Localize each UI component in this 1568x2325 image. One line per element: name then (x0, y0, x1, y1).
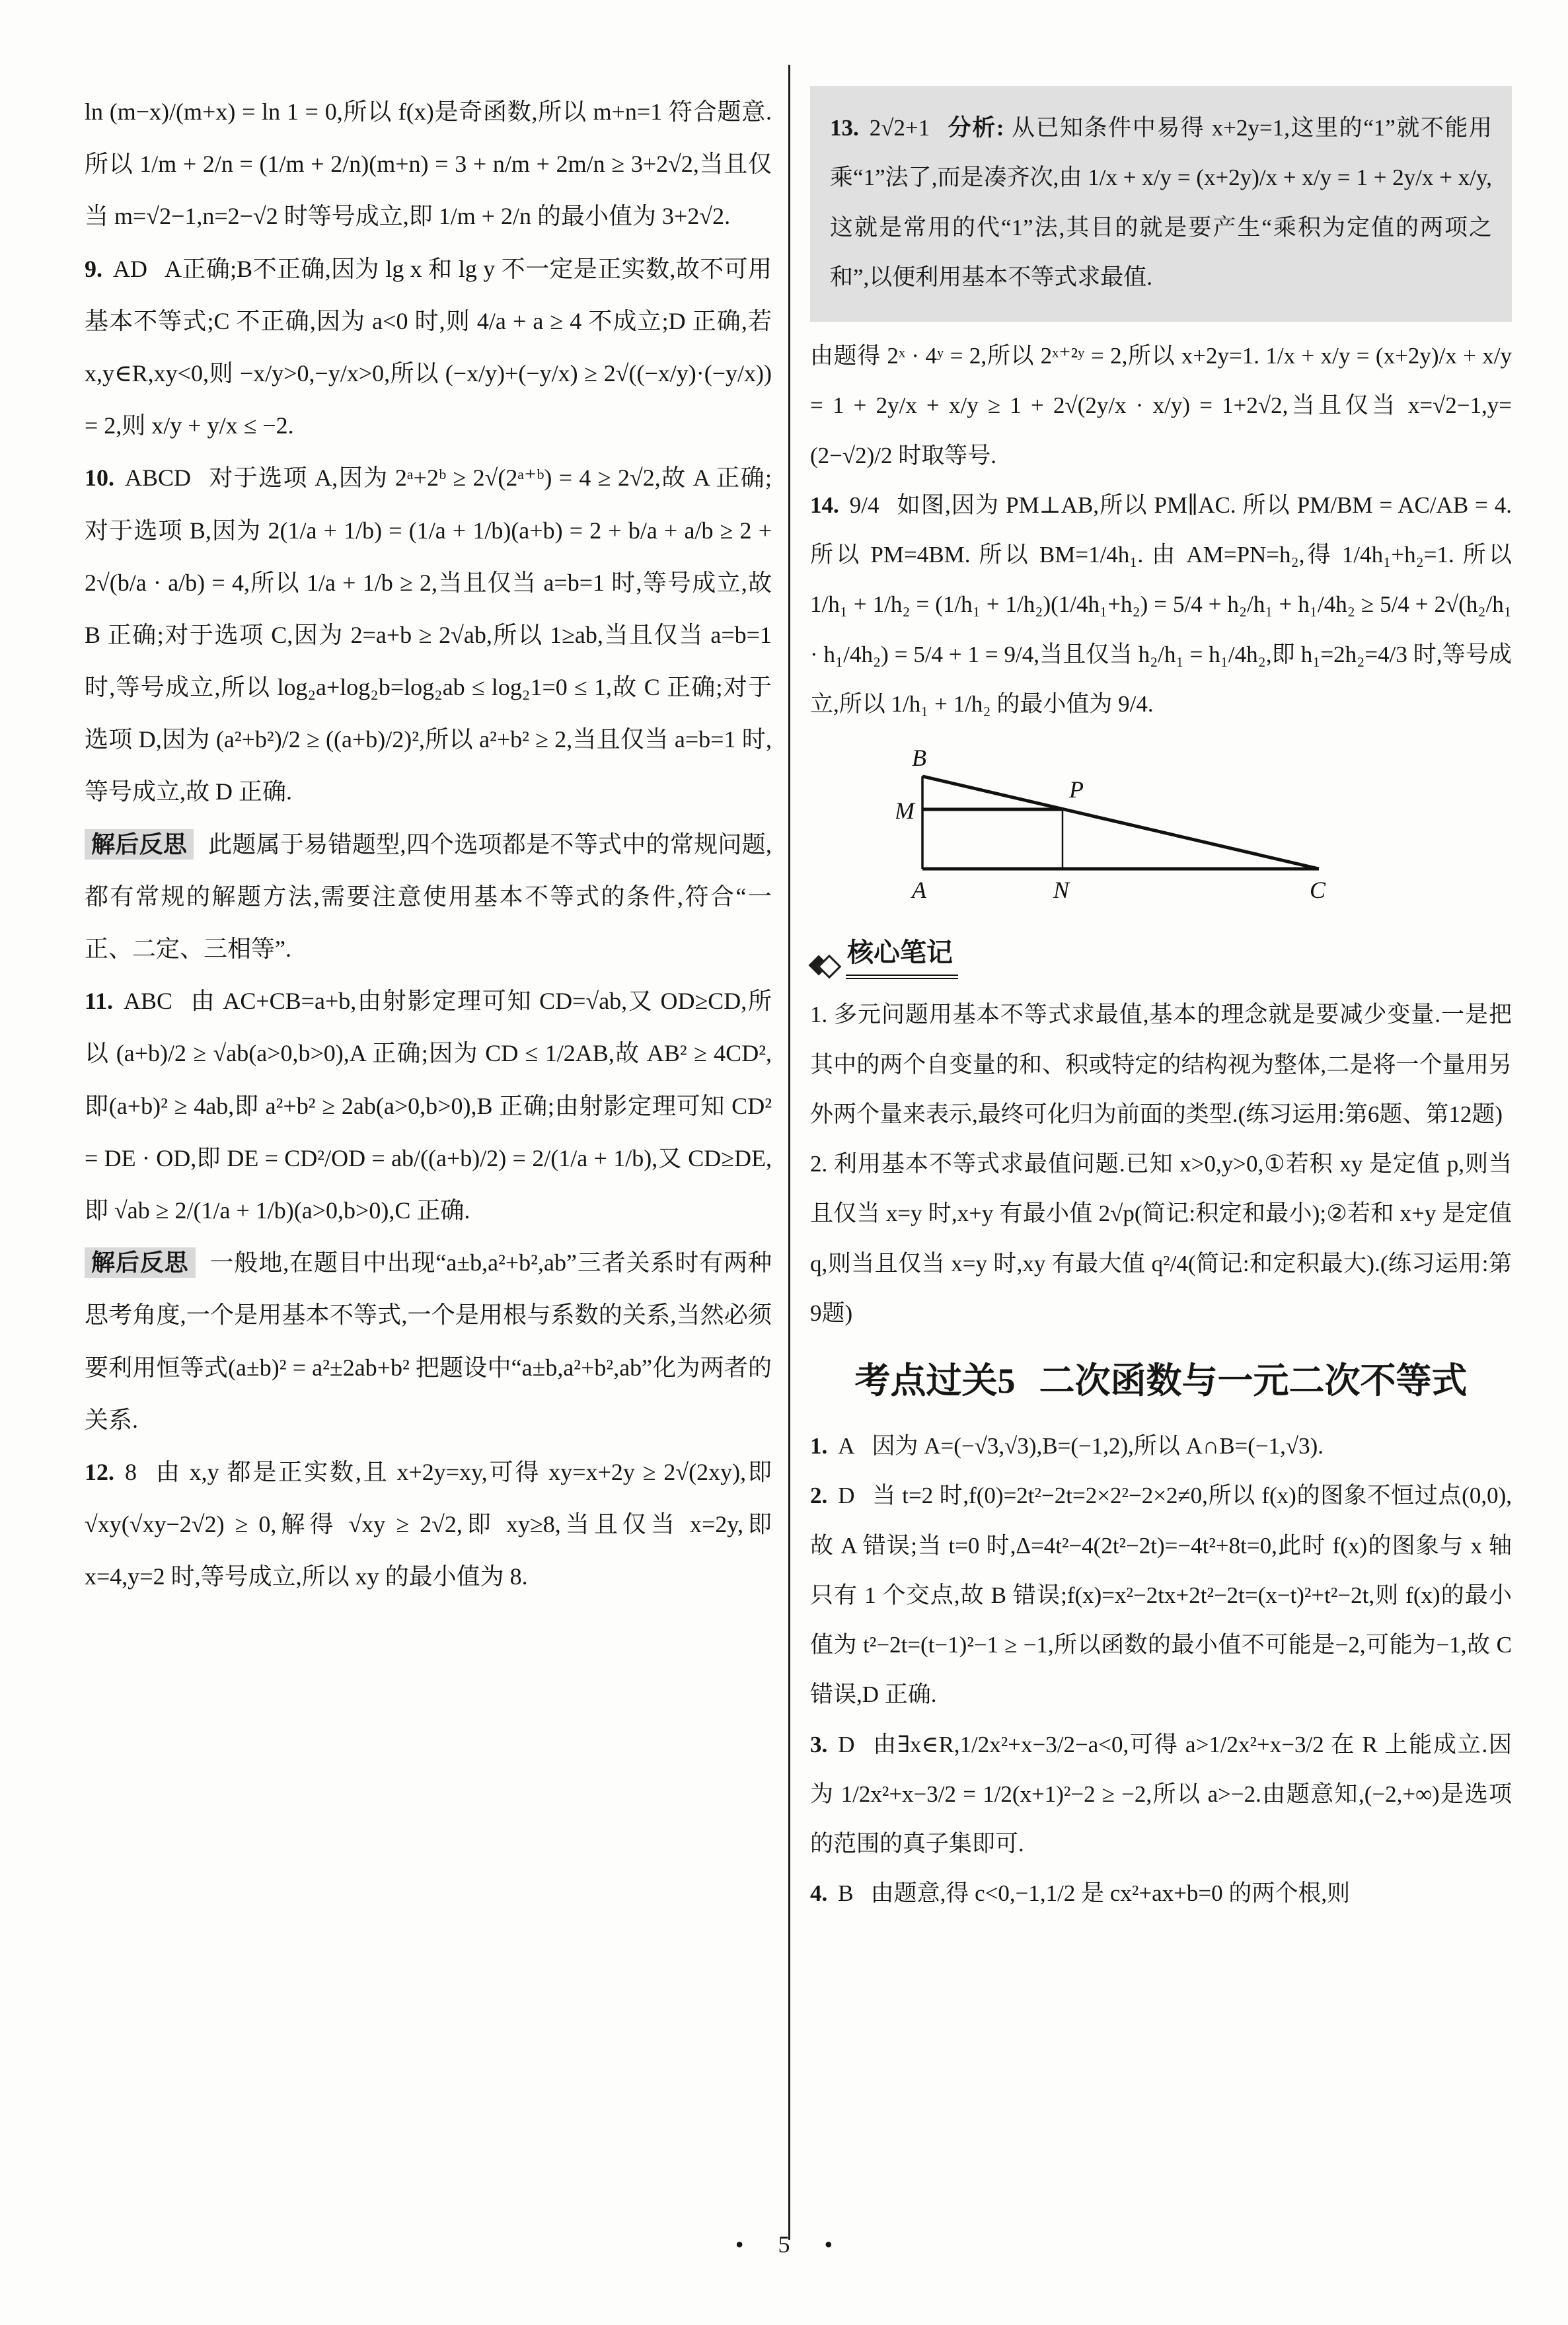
item-solution-text: 由题意,得 c<0,−1,1/2 是 cx²+ax+b=0 的两个根,则 (870, 1880, 1351, 1907)
answer-item-12 (85, 1446, 772, 1604)
item-solution-text: 如图,因为 PM⊥AB,所以 PM∥AC. 所以 PM/BM = AC/AB = 4. 所以 PM=4BM. 所以 BM=1/4h₁. 由 AM=PN=h₂,得 1/4h₁+h₂=1. 所以 1/h₁ + 1/h₂ = (1/h₁ + 1/h₂)(1/4h₁+h₂) = 5/4 + h₂/h₁ + h₁/4h₂ ≥ 5/4 + 2√(h₂/h₁ · h₁/4h₂) = 5/4 + 1 = 9/4,当且仅当 h₂/h₁ = h₁/4h₂,即 h₁=2h₂=4/3 时,等号成立,所以 1/h₁ + 1/h₂ 的最小值为 9/4. (810, 492, 1512, 717)
item-number: 2. (810, 1483, 828, 1509)
core-notes-header (810, 936, 1512, 979)
item-number: 13. (830, 115, 859, 141)
reflection-note (85, 1237, 772, 1446)
answer-item-14 (810, 480, 1512, 729)
reflection-note (85, 819, 772, 976)
item-answer: 2√2+1 (869, 115, 930, 141)
item-answer: 8 (125, 1458, 137, 1485)
analysis-label: 分析: (947, 115, 1004, 141)
geometry-figure (896, 743, 1512, 926)
page-number: 5 (778, 2231, 790, 2258)
core-note-1: 1. 多元问题用基本不等式求最值,基本的理念就是要减少变量.一是把其中的两个自变量的和、积或特定的结构视为整体,二是将一个量用另外两个量来表示,最终可化归为前面的类型.(练习运用:第6题、第12题) (810, 1002, 1512, 1127)
item-solution-text: 当 t=2 时,f(0)=2t²−2t=2×2²−2×2≠0,所以 f(x)的图象不恒过点(0,0),故 A 错误;当 t=0 时,Δ=4t²−4(2t²−2t)=−4t²+8t=0,此时 f(x)的图象与 x 轴只有 1 个交点,故 B 错误;f(x)=x²−2tx+2t²−2t=(x−t)²+t²−2t,则 f(x)的最小值为 t²−2t=(t−1)²−1 ≥ −1,所以函数的最小值不可能是−2,可能为−1,故 C 错误,D 正确. (810, 1483, 1512, 1708)
item-number: 9. (85, 255, 102, 282)
figure-label-m: M (896, 797, 915, 824)
footer-dot-right: • (824, 2231, 833, 2258)
figure-label-p: P (1069, 776, 1084, 803)
answer-item-10 (85, 452, 772, 818)
analysis-text: 从已知条件中易得 x+2y=1,这里的“1”就不能用乘“1”法了,而是凑齐次,由 1/x + x/y = (x+2y)/x + x/y = 1 + 2y/x + x/y,这就是常用的代“1”法,其目的就是要产生“乘积为定值的两项之和”,以便利用基本不等式求最值. (830, 115, 1492, 290)
figure-label-n: N (1053, 877, 1070, 903)
item-answer: D (838, 1731, 855, 1757)
section-label: 考点过关5 (854, 1361, 1016, 1401)
answer-item-13 (830, 103, 1492, 302)
page-footer (0, 2231, 1568, 2258)
item-solution-text: 对于选项 A,因为 2ᵃ+2ᵇ ≥ 2√(2ᵃ⁺ᵇ) = 4 ≥ 2√2,故 A 正确;对于选项 B,因为 2(1/a + 1/b) = (1/a + 1/b)(a+b) = 2 + b/a + a/b ≥ 2 + 2√(b/a · a/b) = 4,所以 1/a + 1/b ≥ 2,当且仅当 a=b=1 时,等号成立,故 B 正确;对于选项 C,因为 2=a+b ≥ 2√ab,所以 1≥ab,当且仅当 a=b=1 时,等号成立,所以 log₂a+log₂b=log₂ab ≤ log₂1=0 ≤ 1,故 C 正确;对于选项 D,因为 (a²+b²)/2 ≥ ((a+b)/2)²,所以 a²+b² ≥ 2,当且仅当 a=b=1 时,等号成立,故 D 正确. (85, 464, 772, 805)
figure-label-a: A (912, 877, 926, 903)
answer-item-1 (810, 1421, 1512, 1471)
reflection-text: 此题属于易错题型,四个选项都是不等式中的常规问题,都有常规的解题方法,需要注意使用基本不等式的条件,符合“一正、二定、三相等”. (85, 830, 772, 962)
solution-paragraph: 由题得 2ˣ · 4ʸ = 2,所以 2ˣ⁺²ʸ = 2,所以 x+2y=1. 1/x + x/y = (x+2y)/x + x/y = 1 + 2y/x + x/y ≥ 1 + 2√(2y/x · x/y) = 1+2√2,当且仅当 x=√2−1,y=(2−√2)/2 时取等号. (810, 343, 1512, 468)
item-answer: D (838, 1483, 855, 1509)
analysis-highlight-box (810, 86, 1512, 322)
footer-dot-left: • (735, 2231, 744, 2258)
section-title: 二次函数与一元二次不等式 (1039, 1361, 1468, 1401)
item-solution-text: A正确;B不正确,因为 lg x 和 lg y 不一定是正实数,故不可用基本不等式;C 不正确,因为 a<0 时,则 4/a + a ≥ 4 不成立;D 正确,若 x,y∈R,xy<0,则 −x/y>0,−y/x>0,所以 (−x/y)+(−y/x) ≥ 2√((−x/y)·(−y/x)) = 2,则 x/y + y/x ≤ −2. (85, 255, 772, 439)
item-number: 14. (810, 492, 839, 518)
figure-label-c: C (1310, 877, 1326, 903)
right-column (810, 86, 1512, 1919)
item-solution-text: 由 AC+CB=a+b,由射影定理可知 CD=√ab,又 OD≥CD,所以 (a+b)/2 ≥ √ab(a>0,b>0),A 正确;因为 CD ≤ 1/2AB,故 AB² ≥ 4CD²,即(a+b)² ≥ 4ab,即 a²+b² ≥ 2ab(a>0,b>0),B 正确;由射影定理可知 CD² = DE · OD,即 DE = CD²/OD = ab/((a+b)/2) = 2/(1/a + 1/b),又 CD≥DE,即 √ab ≥ 2/(1/a + 1/b)(a>0,b>0),C 正确. (85, 988, 772, 1224)
item-answer: 9/4 (849, 492, 879, 518)
answer-item-9 (85, 243, 772, 453)
answer-item-3 (810, 1720, 1512, 1869)
item-number: 10. (85, 464, 114, 492)
item-number: 11. (85, 988, 114, 1015)
answer-item-11 (85, 975, 772, 1237)
item-number: 4. (810, 1880, 828, 1907)
left-column (85, 86, 772, 1603)
core-note-2: 2. 利用基本不等式求最值问题.已知 x>0,y>0,①若积 xy 是定值 p,则当且仅当 x=y 时,x+y 有最小值 2√p(简记:积定和最小);②若和 x+y 是定值 q,则当且仅当 x=y 时,xy 有最大值 q²/4(简记:和定积最大).(练习运用:第9题) (810, 1151, 1512, 1326)
figure-label-b: B (912, 745, 926, 771)
answer-item-2 (810, 1471, 1512, 1719)
segment-BC (922, 776, 1319, 869)
item-answer: A (838, 1433, 855, 1459)
reflection-label: 解后反思 (85, 1247, 196, 1278)
item-answer: B (838, 1880, 854, 1907)
core-notes-title: 核心笔记 (846, 936, 958, 979)
item-number: 12. (85, 1458, 114, 1485)
reflection-label: 解后反思 (85, 829, 194, 860)
item-answer: ABCD (125, 464, 192, 492)
item-solution-text: 因为 A=(−√3,√3),B=(−1,2),所以 A∩B=(−1,√3). (872, 1433, 1324, 1459)
item-answer: AD (113, 255, 147, 282)
item-number: 1. (810, 1433, 828, 1459)
item-solution-text: 由∃x∈R,1/2x²+x−3/2−a<0,可得 a>1/2x²+x−3/2 在 R 上能成立.因为 1/2x²+x−3/2 = 1/2(x+1)²−2 ≥ −2,所以 a>−2.由题意知,(−2,+∞)是选项的范围的真子集即可. (810, 1731, 1512, 1857)
column-divider (788, 65, 790, 2240)
diamond-icon (810, 953, 839, 979)
section-header (810, 1358, 1512, 1404)
solution-continuation: ln (m−x)/(m+x) = ln 1 = 0,所以 f(x)是奇函数,所以 m+n=1 符合题意.所以 1/m + 2/n = (1/m + 2/n)(m+n) = 3 + n/m + 2m/n ≥ 3+2√2,当且仅当 m=√2−1,n=2−√2 时等号成立,即 1/m + 2/n 的最小值为 3+2√2. (85, 98, 772, 230)
item-solution-text: 由 x,y 都是正实数,且 x+2y=xy,可得 xy=x+2y ≥ 2√(2xy),即 √xy(√xy−2√2) ≥ 0,解得 √xy ≥ 2√2,即 xy≥8,当且仅当 x=2y,即 x=4,y=2 时,等号成立,所以 xy 的最小值为 8. (85, 1458, 772, 1590)
item-number: 3. (810, 1731, 828, 1757)
item-answer: ABC (124, 988, 173, 1015)
answer-item-4 (810, 1868, 1512, 1918)
reflection-text: 一般地,在题目中出现“a±b,a²+b²,ab”三者关系时有两种思考角度,一个是用基本不等式,一个是用根与系数的关系,当然必须要利用恒等式(a±b)² = a²±2ab+b² 把题设中“a±b,a²+b²,ab”化为两者的关系. (85, 1249, 772, 1433)
triangle-diagram (896, 743, 1352, 908)
